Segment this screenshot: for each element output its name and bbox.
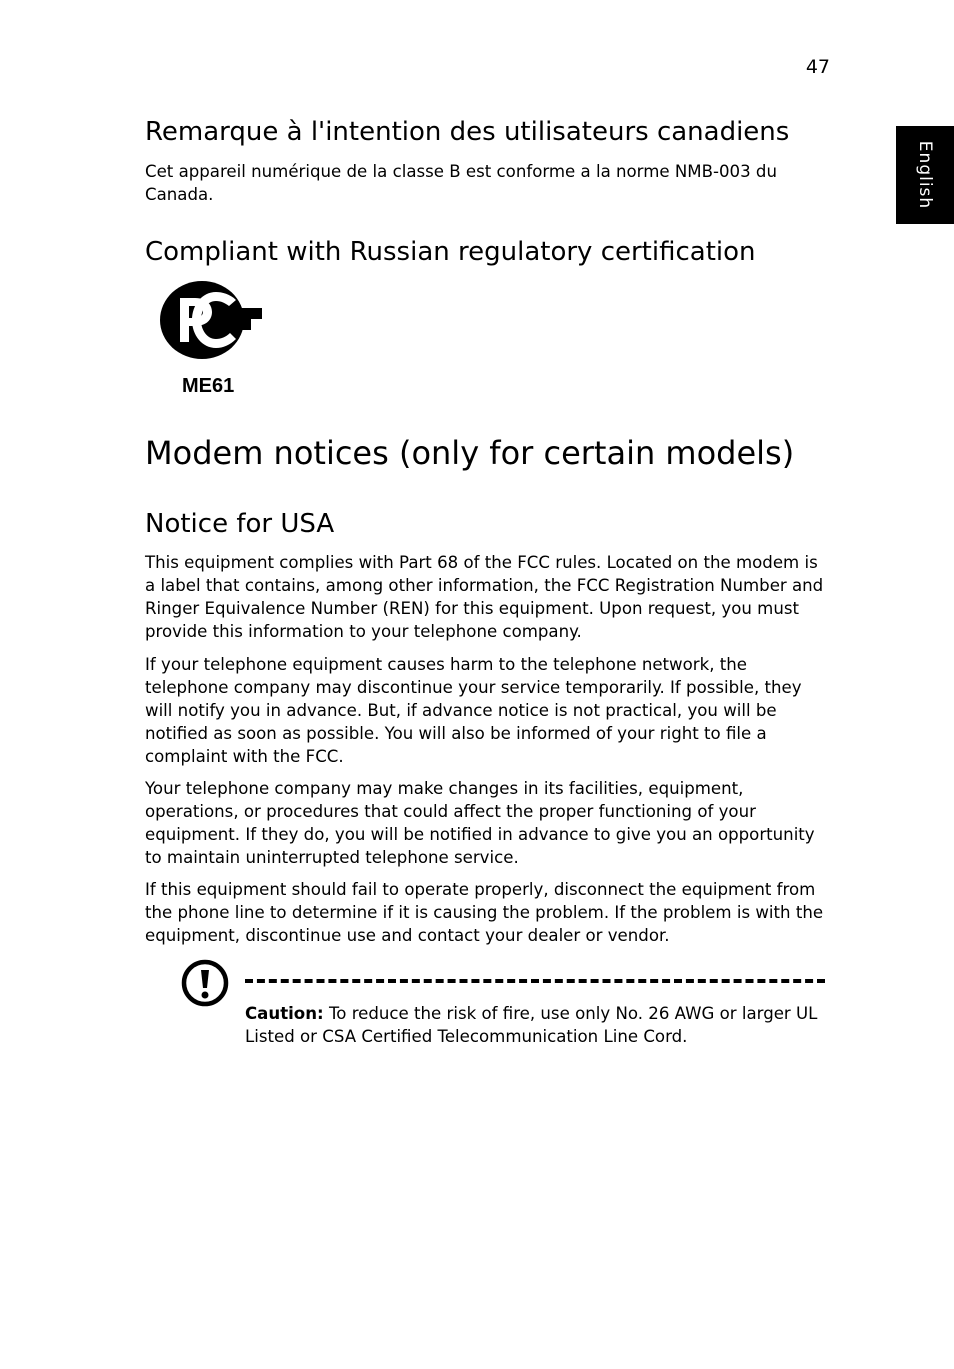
logo-caption: ME61: [182, 375, 235, 397]
language-tab-label: English: [915, 140, 935, 210]
caution-body: To reduce the risk of fire, use only No. 26 AWG or larger UL Listed or CSA Certified Telecommunication Line Cord.: [245, 1004, 818, 1046]
modem-title: Modem notices (only for certain models): [145, 434, 795, 472]
usa-paragraph-3: Your telephone company may make changes in its facilities, equipment, operations, or procedures that could affect the proper functioning of your equipment. If they do, you will be notified in advance to give you an opportunity to maintain uninterrupted telephone service.: [145, 779, 815, 867]
language-tab: [896, 126, 954, 224]
usa-paragraph-2: If your telephone equipment causes harm to the telephone network, the telephone company may discontinue your service temporarily. If possible, they will notify you in advance. But, if advance notice is not practical, you will be notified as soon as possible. You will also be informed of your right to file a complaint with the FCC.: [145, 655, 802, 766]
exclamation-circle-icon: [180, 958, 230, 1008]
canada-body: Cet appareil numérique de la classe B est conforme a la norme NMB-003 du Canada.: [145, 162, 777, 204]
gost-certification-logo: [158, 278, 262, 362]
usa-heading: Notice for USA: [145, 509, 335, 539]
usa-paragraph-4: If this equipment should fail to operate properly, disconnect the equipment from the phone line to determine if it is causing the problem. If the problem is with the equipment, discontinue use and contact your dealer or vendor.: [145, 880, 824, 945]
caution-divider: [245, 979, 825, 983]
canada-heading: Remarque à l'intention des utilisateurs canadiens: [145, 117, 790, 147]
usa-paragraph-1: This equipment complies with Part 68 of the FCC rules. Located on the modem is a label that contains, among other information, the FCC Registration Number and Ringer Equivalence Number (REN) for this equipment. Upon request, you must provide this information to your telephone company.: [145, 553, 824, 641]
caution-label: Caution:: [245, 1004, 324, 1023]
caution-note: [245, 1002, 825, 1048]
russia-heading: Compliant with Russian regulatory certification: [145, 237, 756, 267]
page-number: 47: [805, 56, 830, 78]
